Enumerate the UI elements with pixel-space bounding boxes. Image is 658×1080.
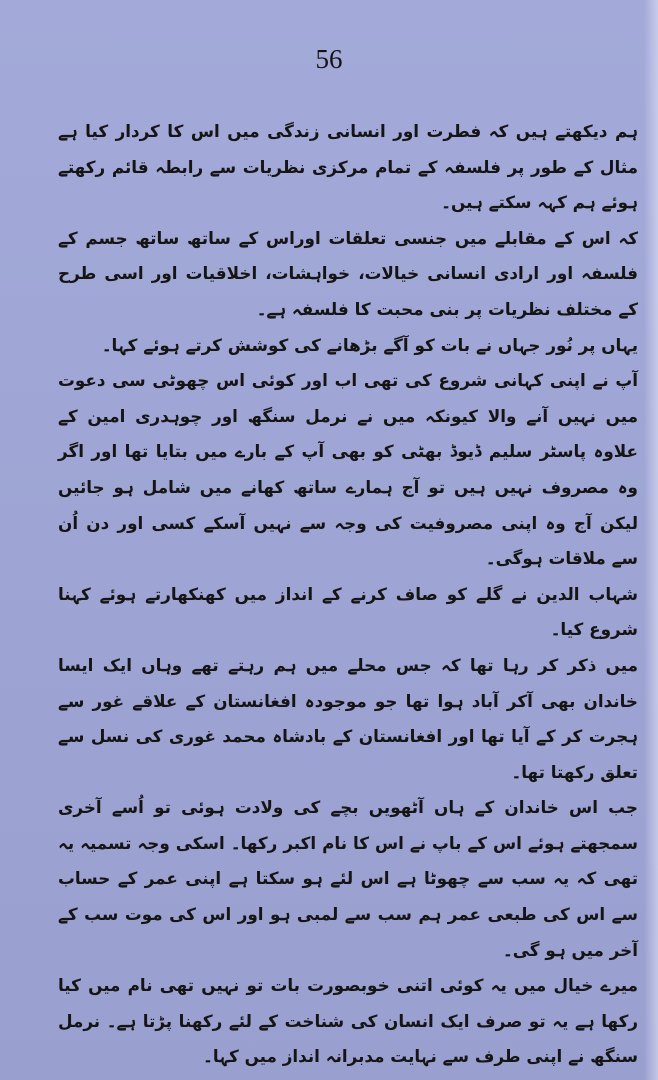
body-text (58, 114, 638, 1075)
paragraph-5: شہاب الدین نے گلے کو صاف کرنے کے انداز میں کھنکھارتے ہوئے کہنا شروع کیا۔ (58, 583, 638, 640)
paragraph-6: میں ذکر کر رہا تھا کہ جس محلے میں ہم رہتے تھے وہاں ایک ایسا خاندان بھی آکر آباد ہوا تھا جو موجودہ افغانستان کے علاقے غور سے ہجرت کر کے آیا تھا اور افغانستان کے بادشاہ محمد غوری کی نسل سے تعلق رکھتا تھا۔ (58, 654, 638, 782)
paragraph-8: میرے خیال میں یہ کوئی اتنی خوبصورت بات تو نہیں تھی نام میں کیا رکھا ہے یہ تو صرف ایک انسان کی شناخت کے لئے رکھنا پڑتا ہے۔ نرمل سنگھ نے اپنی طرف سے نہایت مدبرانہ انداز میں کہا۔ (58, 975, 638, 1067)
page-number: 56 (315, 44, 343, 74)
paragraph-4: آپ نے اپنی کہانی شروع کی تھی اب اور کوئی اس چھوٹی سی دعوت میں نہیں آنے والا کیونکہ میں نے نرمل سنگھ اور چوہدری امین کے علاوہ پاسٹر سلیم ڈیوڈ بھٹی کو بھی آپ کے بارے میں بتایا تھا اور اگر وہ مصروف نہیں ہیں تو آج ہمارے ساتھ کھانے میں شامل ہو جائیں لیکن آج وہ اپنی مصروفیت کی وجہ سے نہیں آسکے کسی اور دن اُن سے ملاقات ہوگی۔ (58, 370, 638, 569)
paragraph-7: جب اس خاندان کے ہاں آٹھویں بچے کی ولادت ہوئی تو اُسے آخری سمجھتے ہوئے اس کے باپ نے اس کا نام اکبر رکھا۔ اسکی وجہ تسمیہ یہ تھی کہ یہ سب سے چھوٹا ہے اس لئے ہو سکتا ہے اپنی عمر کے حساب سے اس کی طبعی عمر ہم سب سے لمبی ہو اور اس کی موت سب کے آخر میں ہو گی۔ (58, 797, 638, 960)
paragraph-2: کہ اس کے مقابلے میں جنسی تعلقات اوراس کے ساتھ ساتھ جسم کے فلسفہ اور ارادی انسانی خیالات، خواہشات، اخلاقیات اور اسی طرح کے مختلف نظریات پر بنی محبت کا فلسفہ ہے۔ (58, 227, 638, 319)
page-edge (644, 0, 658, 1080)
paragraph-1: ہم دیکھتے ہیں کہ فطرت اور انسانی زندگی میں اس کا کردار کیا ہے مثال کے طور پر فلسفہ کے تمام مرکزی نظریات سے رابطہ قائم رکھتے ہوئے ہم کہہ سکتے ہیں۔ (58, 121, 638, 213)
paragraph-3: یہاں پر نُور جہاں نے بات کو آگے بڑھانے کی کوشش کرتے ہوئے کہا۔ (101, 334, 638, 355)
